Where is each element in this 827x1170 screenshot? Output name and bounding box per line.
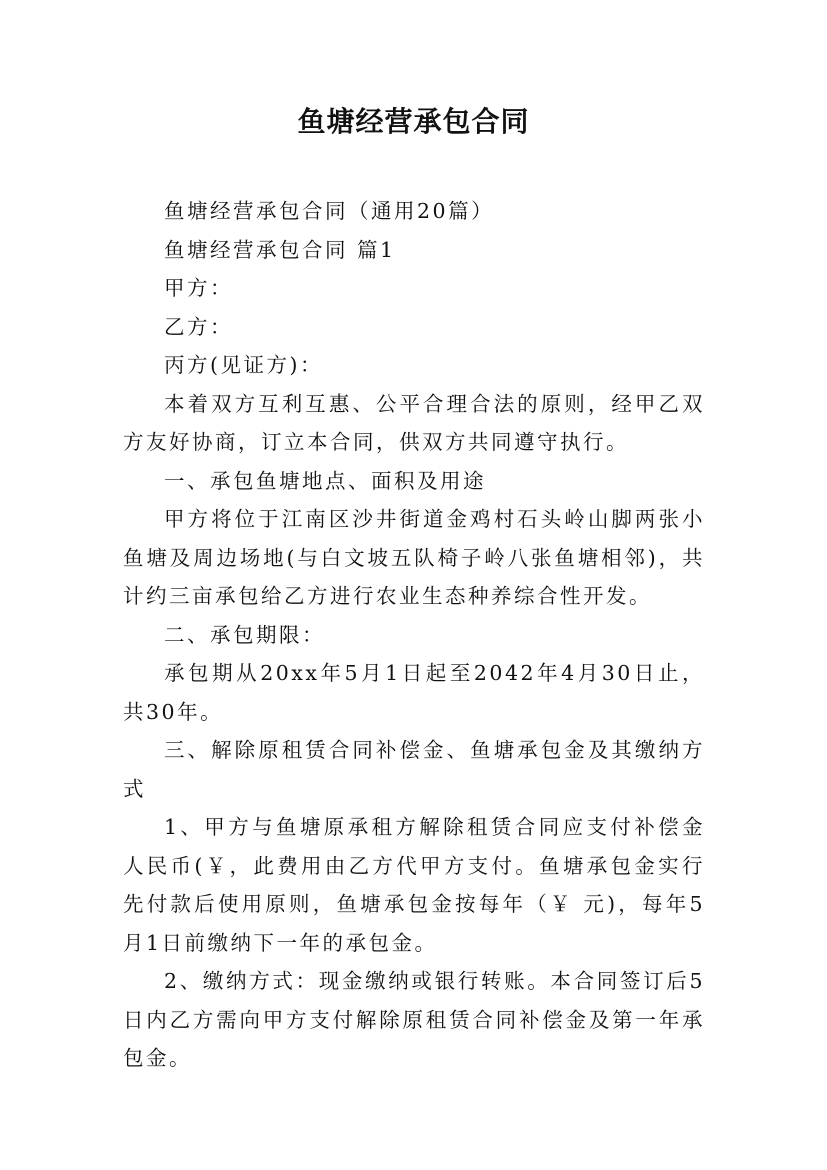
document-body <box>123 192 705 1078</box>
clause-paragraph-location: 甲方将位于江南区沙井街道金鸡村石头岭山脚两张小鱼塘及周边场地(与白文坡五队椅子岭八张鱼塘相邻)，共计约三亩承包给乙方进行农业生态种养综合性开发。 <box>123 507 705 608</box>
party-b-line: 乙方： <box>164 314 233 339</box>
clause-heading-payment: 三、解除原租赁合同补偿金、鱼塘承包金及其缴纳方式 <box>123 738 705 801</box>
party-a-line: 甲方： <box>164 276 233 300</box>
preamble-paragraph: 本着双方互利互惠、公平合理合法的原则，经甲乙双方友好协商，订立本合同，供双方共同遵守执行。 <box>123 391 705 454</box>
clause-paragraph-payment-method: 2、缴纳方式：现金缴纳或银行转账。本合同签订后5日内乙方需向甲方支付解除原租赁合同补偿金及第一年承包金。 <box>123 969 705 1070</box>
section-heading: 鱼塘经营承包合同 篇1 <box>164 237 396 262</box>
clause-heading-term: 二、承包期限： <box>164 622 325 647</box>
party-c-line: 丙方(见证方)： <box>164 353 323 377</box>
document-subtitle: 鱼塘经营承包合同（通用20篇） <box>164 199 495 223</box>
clause-heading-location: 一、承包鱼塘地点、面积及用途 <box>164 468 486 493</box>
document-title: 鱼塘经营承包合同 <box>297 105 530 138</box>
clause-paragraph-compensation: 1、甲方与鱼塘原承租方解除租赁合同应支付补偿金人民币(￥，此费用由乙方代甲方支付。鱼塘承包金实行先付款后使用原则，鱼塘承包金按每年（￥ 元)，每年5月1日前缴纳下一年的承包金。 <box>123 815 705 955</box>
clause-paragraph-term: 承包期从20xx年5月1日起至2042年4月30日止，共30年。 <box>123 661 705 724</box>
